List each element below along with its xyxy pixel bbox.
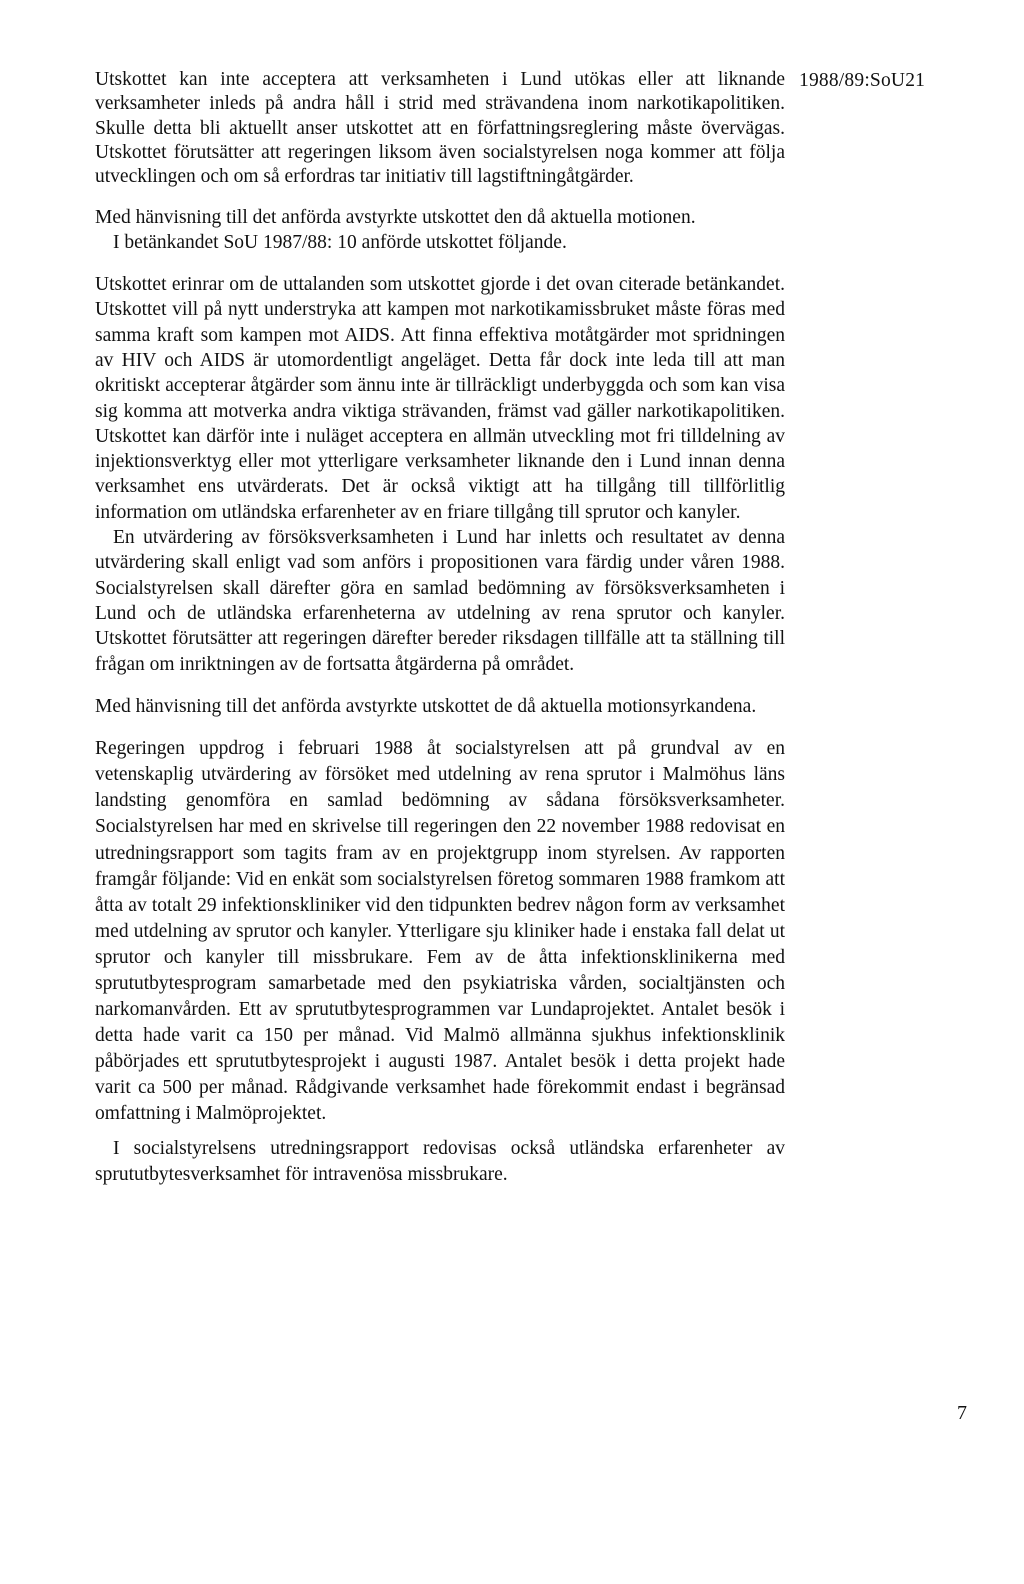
paragraph-rejected-motions: Med hänvisning till det anförda avstyrkte utskottet de då aktuella motionsyrkandena. bbox=[95, 695, 757, 717]
paragraph-evaluation: En utvärdering av försöksverksamheten i Lund har inletts och resultatet av denna utvärdering skall enligt vad som anförs i propositionen vara färdig under våren 1988. Socialstyrelsen skall därefter göra en samlad bedömning av försöksverksamheten i Lund och de utländska erfarenheterna av utdelning av rena sprutor och kanyler. Utskottet förutsätter att regeringen därefter bereder riksdagen tillfälle att ta ställning till frågan om inriktningen av de fortsatta åtgärderna på området. bbox=[95, 527, 785, 675]
paragraph-foreign-experiences: I socialstyrelsens utredningsrapport redovisas också utländska erfarenheter av sprututbytesverksamhet för intravenösa missbrukare. bbox=[95, 1137, 785, 1185]
body-text bbox=[95, 68, 785, 1188]
paragraph-government-assignment: Regeringen uppdrog i februari 1988 åt socialstyrelsen att på grundval av en vetenskaplig utvärdering av försöket med utdelning av rena sprutor i Malmöhus läns landsting genomföra en samlad bedömning av sådana försöksverksamheter. Socialstyrelsen har med en skrivelse till regeringen den 22 november 1988 redovisat en utredningsrapport som tagits fram av en projektgrupp inom styrelsen. Av rapporten framgår följande: Vid en enkät som socialstyrelsen företog sommaren 1988 framkom att åtta av totalt 29 infektionskliniker vid den tidpunkten bedrev någon form av verksamhet med utdelning av sprutor och kanyler. Ytterligare sju kliniker hade i enstaka fall delat ut sprutor och kanyler till missbrukare. Fem av de åtta infektionsklinikerna med sprututbytesprogram samarbetade med den psykiatriska vården, socialtjänsten och narkomanvården. Ett av sprututbytesprogrammen var Lundaprojektet. Antalet besök i detta hade varit ca 150 per månad. Vid Malmö allmänna sjukhus infektionsklinik påbörjades ett sprututbytesprojekt i augusti 1987. Antalet besök i detta projekt hade varit ca 500 per månad. Rådgivande verksamhet hade förekommit endast i begränsad omfattning i Malmöprojektet. bbox=[95, 738, 785, 1125]
document-reference: 1988/89:SoU21 bbox=[799, 70, 926, 91]
paragraph-committee-position: Utskottet kan inte acceptera att verksamheten i Lund utökas eller att liknande verksamheter inleds på andra håll i strid med strävandena inom narkotikapolitiken. Skulle detta bli aktuellt anser utskottet att en författningsreglering måste övervägas. Utskottet förutsätter att regeringen liksom även socialstyrelsen noga kommer att följa utvecklingen och om så erfordras tar initiativ till lagstiftningåtgärder. bbox=[95, 69, 785, 188]
paragraph-committee-statement: Utskottet erinrar om de uttalanden som utskottet gjorde i det ovan citerade betänkandet. Utskottet vill på nytt understryka att kampen mot narkotikamissbruket måste föras med samma kraft som kampen mot AIDS. Att finna effektiva motåtgärder mot spridningen av HIV och AIDS är utomordentligt angeläget. Detta får dock inte leda till att man okritiskt accepterar åtgärder som ännu inte är tillräckligt underbyggda och som kan visa sig komma att motverka andra viktiga strävanden, främst vad gäller narkotikapolitiken. Utskottet kan därför inte i nuläget acceptera en allmän utveckling mot fri tilldelning av injektionsverktyg eller mot ytterligare verksamheter liknande den i Lund innan denna verksamhet ens utvärderats. Det är också viktigt att ha tillgång till tillförlitlig information om utländska erfarenheter av en friare tillgång till sprutor och kanyler. bbox=[95, 274, 785, 523]
paragraph-report-reference: I betänkandet SoU 1987/88: 10 anförde utskottet följande. bbox=[113, 231, 567, 253]
paragraph-rejected-motion: Med hänvisning till det anförda avstyrkte utskottet den då aktuella motionen. bbox=[95, 207, 696, 229]
page-number: 7 bbox=[957, 1402, 967, 1424]
